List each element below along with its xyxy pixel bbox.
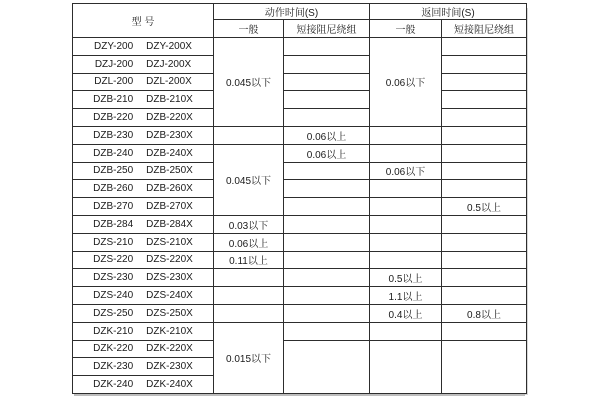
ret-damped-cell bbox=[442, 109, 527, 127]
model-base: DZK-210 bbox=[93, 325, 134, 337]
table-row bbox=[73, 126, 527, 144]
ret-general-cell bbox=[370, 198, 442, 216]
act-general-cell bbox=[214, 287, 284, 305]
act-damped-cell bbox=[284, 215, 370, 233]
model-cell bbox=[73, 233, 214, 251]
ret-damped-cell bbox=[442, 38, 527, 56]
table-row bbox=[73, 109, 527, 127]
model-cell bbox=[73, 376, 214, 394]
model-base: DZJ-200 bbox=[94, 58, 134, 70]
model-cell bbox=[73, 358, 214, 376]
model-variant: DZS-240X bbox=[146, 290, 193, 302]
ret-general-cell bbox=[370, 340, 442, 393]
ret-general-cell bbox=[370, 322, 442, 340]
table-row bbox=[73, 38, 527, 56]
action-damped-winding-header: 短接阻尼绕组 bbox=[284, 20, 370, 38]
model-base: DZB-240 bbox=[93, 147, 134, 159]
model-variant: DZS-250X bbox=[146, 307, 193, 319]
model-cell bbox=[73, 287, 214, 305]
ret-damped-cell bbox=[442, 126, 527, 144]
act-damped-cell bbox=[284, 233, 370, 251]
ret-general-cell bbox=[370, 251, 442, 269]
model-variant: DZB-270X bbox=[146, 201, 193, 213]
ret-general-cell bbox=[370, 144, 442, 162]
act-damped-cell bbox=[284, 180, 370, 198]
model-cell bbox=[73, 144, 214, 162]
model-cell bbox=[73, 251, 214, 269]
model-cell bbox=[73, 180, 214, 198]
model-cell bbox=[73, 162, 214, 180]
act-damped-cell bbox=[284, 340, 370, 393]
table-row bbox=[73, 251, 527, 269]
model-base: DZB-284 bbox=[93, 218, 134, 230]
model-variant: DZB-260X bbox=[146, 183, 193, 195]
act-damped-cell bbox=[284, 251, 370, 269]
ret-damped-cell: 0.5以上 bbox=[442, 198, 527, 216]
ret-general-cell: 0.06以下 bbox=[370, 162, 442, 180]
return-damped-winding-header: 短接阻尼绕组 bbox=[442, 20, 527, 38]
model-base: DZK-230 bbox=[93, 361, 134, 373]
model-cell bbox=[73, 269, 214, 287]
act-damped-cell: 0.06以上 bbox=[284, 144, 370, 162]
return-general-header: 一般 bbox=[370, 20, 442, 38]
table-row bbox=[73, 91, 527, 109]
model-variant: DZB-210X bbox=[146, 94, 193, 106]
model-base: DZS-220 bbox=[93, 254, 134, 266]
model-base: DZL-200 bbox=[94, 76, 134, 88]
act-damped-cell bbox=[284, 269, 370, 287]
model-variant: DZS-210X bbox=[146, 236, 193, 248]
model-cell bbox=[73, 340, 214, 358]
model-variant: DZK-220X bbox=[146, 343, 193, 355]
model-base: DZB-220 bbox=[93, 112, 134, 124]
table-row bbox=[73, 269, 527, 287]
model-base: DZB-230 bbox=[93, 129, 134, 141]
model-variant: DZB-240X bbox=[146, 147, 193, 159]
ret-general-cell: 0.5以上 bbox=[370, 269, 442, 287]
table-row bbox=[73, 73, 527, 91]
act-damped-cell bbox=[284, 73, 370, 91]
act-general-cell bbox=[214, 304, 284, 322]
ret-general-cell bbox=[370, 126, 442, 144]
table-row bbox=[73, 233, 527, 251]
table-row bbox=[73, 215, 527, 233]
ret-damped-cell bbox=[442, 55, 527, 73]
table-body bbox=[73, 38, 527, 394]
ret-general-cell: 0.4以上 bbox=[370, 304, 442, 322]
ret-damped-cell bbox=[442, 340, 527, 393]
table-row bbox=[73, 144, 527, 162]
model-variant: DZJ-200X bbox=[146, 58, 192, 70]
model-variant: DZS-230X bbox=[146, 272, 193, 284]
ret-damped-cell bbox=[442, 144, 527, 162]
act-general-cell: 0.045以下 bbox=[214, 38, 284, 127]
act-general-cell: 0.045以下 bbox=[214, 144, 284, 215]
model-cell bbox=[73, 73, 214, 91]
act-general-cell: 0.11以上 bbox=[214, 251, 284, 269]
table-row bbox=[73, 198, 527, 216]
ret-general-cell bbox=[370, 233, 442, 251]
act-damped-cell bbox=[284, 38, 370, 56]
ret-damped-cell bbox=[442, 215, 527, 233]
model-variant: DZB-230X bbox=[146, 129, 193, 141]
act-damped-cell bbox=[284, 287, 370, 305]
model-cell bbox=[73, 215, 214, 233]
model-cell bbox=[73, 91, 214, 109]
spec-table-container bbox=[72, 3, 527, 393]
model-variant: DZY-200X bbox=[146, 40, 192, 52]
act-damped-cell bbox=[284, 198, 370, 216]
model-cell bbox=[73, 38, 214, 56]
act-damped-cell bbox=[284, 109, 370, 127]
act-damped-cell bbox=[284, 91, 370, 109]
table-row bbox=[73, 340, 527, 358]
ret-damped-cell bbox=[442, 287, 527, 305]
ret-general-cell bbox=[370, 215, 442, 233]
model-variant: DZK-210X bbox=[146, 325, 193, 337]
act-damped-cell bbox=[284, 162, 370, 180]
model-base: DZK-240 bbox=[93, 379, 134, 391]
ret-damped-cell bbox=[442, 322, 527, 340]
table-row bbox=[73, 55, 527, 73]
ret-damped-cell bbox=[442, 233, 527, 251]
ret-damped-cell bbox=[442, 180, 527, 198]
table-row bbox=[73, 180, 527, 198]
model-variant: DZB-250X bbox=[146, 165, 193, 177]
model-base: DZY-200 bbox=[94, 40, 134, 52]
action-general-header: 一般 bbox=[214, 20, 284, 38]
act-general-cell: 0.03以下 bbox=[214, 215, 284, 233]
ret-general-cell: 1.1以上 bbox=[370, 287, 442, 305]
ret-general-cell bbox=[370, 180, 442, 198]
act-damped-cell bbox=[284, 322, 370, 340]
model-cell bbox=[73, 322, 214, 340]
table-header bbox=[73, 4, 527, 38]
table-row bbox=[73, 287, 527, 305]
header-row-groups bbox=[73, 4, 527, 20]
return-time-group-header: 返回时间(S) bbox=[370, 4, 527, 20]
model-variant: DZK-230X bbox=[146, 361, 193, 373]
model-cell bbox=[73, 198, 214, 216]
ret-damped-cell bbox=[442, 162, 527, 180]
model-base: DZS-240 bbox=[93, 290, 134, 302]
model-cell bbox=[73, 109, 214, 127]
table-row bbox=[73, 322, 527, 340]
model-variant: DZB-220X bbox=[146, 112, 193, 124]
model-base: DZB-260 bbox=[93, 183, 134, 195]
model-cell bbox=[73, 55, 214, 73]
model-base: DZS-230 bbox=[93, 272, 134, 284]
model-cell bbox=[73, 126, 214, 144]
model-variant: DZL-200X bbox=[146, 76, 192, 88]
act-general-cell: 0.06以上 bbox=[214, 233, 284, 251]
model-base: DZK-220 bbox=[93, 343, 134, 355]
relay-spec-table bbox=[72, 3, 527, 394]
model-base: DZS-210 bbox=[93, 236, 134, 248]
ret-damped-cell bbox=[442, 73, 527, 91]
model-variant: DZS-220X bbox=[146, 254, 193, 266]
model-column-header: 型 号 bbox=[73, 4, 214, 38]
model-variant: DZB-284X bbox=[146, 218, 193, 230]
ret-damped-cell bbox=[442, 269, 527, 287]
act-damped-cell: 0.06以上 bbox=[284, 126, 370, 144]
table-row bbox=[73, 162, 527, 180]
act-damped-cell bbox=[284, 55, 370, 73]
action-time-group-header: 动作时间(S) bbox=[214, 4, 370, 20]
model-base: DZS-250 bbox=[93, 307, 134, 319]
ret-general-cell: 0.06以下 bbox=[370, 38, 442, 127]
table-row bbox=[73, 304, 527, 322]
ret-damped-cell bbox=[442, 91, 527, 109]
model-cell bbox=[73, 304, 214, 322]
model-variant: DZK-240X bbox=[146, 379, 193, 391]
ret-damped-cell bbox=[442, 251, 527, 269]
act-damped-cell bbox=[284, 304, 370, 322]
act-general-cell bbox=[214, 269, 284, 287]
act-general-cell: 0.015以下 bbox=[214, 322, 284, 393]
ret-damped-cell: 0.8以上 bbox=[442, 304, 527, 322]
model-base: DZB-250 bbox=[93, 165, 134, 177]
act-general-cell bbox=[214, 126, 284, 144]
model-base: DZB-270 bbox=[93, 201, 134, 213]
model-base: DZB-210 bbox=[93, 94, 134, 106]
